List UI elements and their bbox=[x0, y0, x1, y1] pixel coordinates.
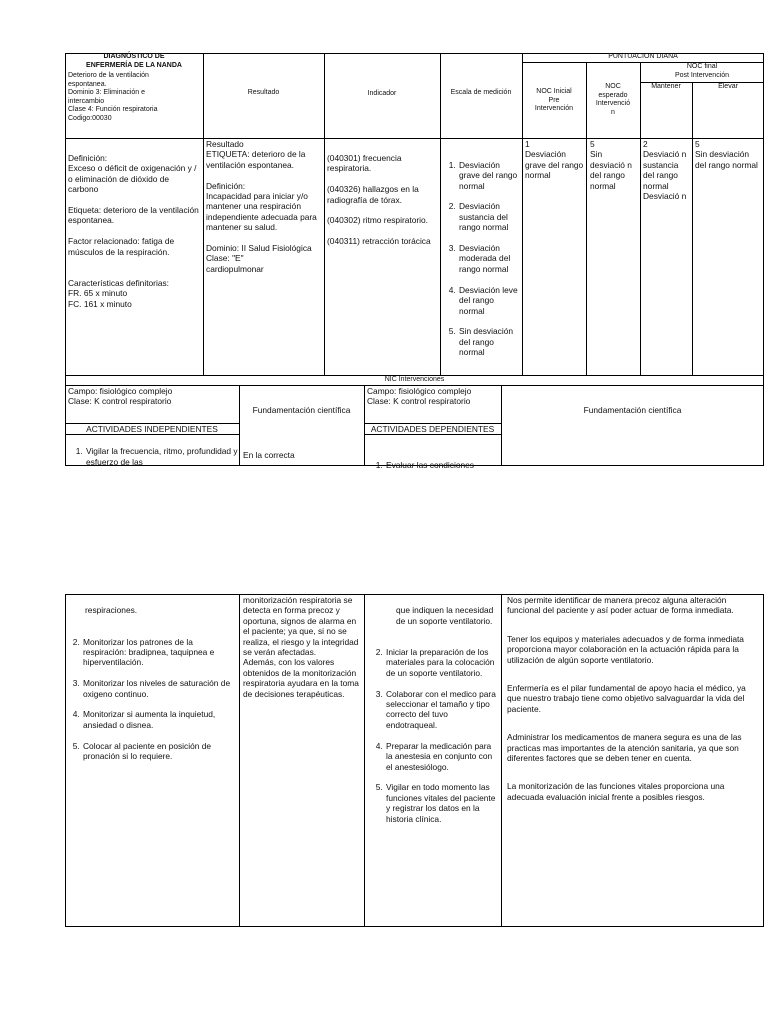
noc-esperado-header: NOC esperado Intervenció n bbox=[595, 83, 631, 116]
list-item: 5. Colocar al paciente en posición de pronación si lo requiere. bbox=[82, 741, 237, 762]
fundamentacion-text: monitorización respiratoria se detecta en forma precoz y oportuna, signos de alarma en el paciente; ya que, si no se realiza, el riesgo y la integridad se verán afectadas. Además, con los valores obtenidos de la monitorización respiratoria ayudara en la toma de decisiones terapéuticas. bbox=[243, 595, 359, 699]
nic-interventions-header: NIC Intervenciones bbox=[384, 376, 445, 383]
mantener-header: Mantener bbox=[651, 83, 681, 90]
dependent-activity-continued bbox=[368, 595, 500, 845]
fundamentacion-paragraph: Enfermería es el pilar fundamental de apoyo hacia el médico, ya que nuestro trabajo tiene como objetivo salvaguardar la vida del paciente. bbox=[507, 683, 746, 714]
dependent-activity-list bbox=[368, 450, 500, 481]
noc-inicial-header: NOC Inicial Pre Intervención bbox=[534, 88, 574, 112]
mantener-value: 2 Desviació n sustancia del rango normal Desviació n bbox=[643, 139, 687, 202]
campo-clase-independientes: Campo: fisiológico complejo Clase: K control respiratorio bbox=[68, 386, 173, 407]
indicadores-list: (040301) frecuencia respiratoria. (040326) hallazgos en la radiografía de tórax. (040302) ritmo respiratorio. (040311) retracción torácica bbox=[327, 153, 431, 247]
independent-activity-list bbox=[68, 436, 238, 478]
puntuacion-diana-header: PUNTUACION DIANA bbox=[608, 53, 678, 60]
list-item: 4. Monitorizar si aumenta la inquietud, ansiedad o disnea. bbox=[82, 709, 237, 730]
independent-activity-continued bbox=[85, 595, 237, 782]
elevar-value: 5 Sin desviación del rango normal bbox=[695, 139, 758, 170]
actividades-independientes-header: ACTIVIDADES INDEPENDIENTES bbox=[86, 424, 218, 434]
resultado-header: Resultado bbox=[247, 89, 280, 96]
list-item-continued: respiraciones. bbox=[85, 605, 138, 616]
noc-esperado-value: 5 Sin desviació n del rango normal bbox=[590, 139, 632, 191]
list-item: 2. Iniciar la preparación de los materiales para la colocación de un soporte ventilatorio. bbox=[385, 647, 500, 678]
list-item: 1. Vigilar la frecuencia, ritmo, profundidad y esfuerzo de las bbox=[85, 446, 238, 467]
escala-item: 5. Sin desviación del rango normal bbox=[458, 326, 521, 357]
fundamentacion-text-start: En la correcta bbox=[243, 450, 295, 460]
fundamentacion-paragraph: Administrar los medicamentos de manera segura es una de las practicas mas importantes de la atención sanitaria, ya que son diferentes factores que se deben tener en cuenta. bbox=[507, 732, 742, 764]
fundamentacion-dependientes bbox=[507, 595, 762, 809]
fundamentacion-paragraph: Tener los equipos y materiales adecuados y de forma inmediata proporciona mayor colaboración en la actuación rápida para la utilización de algún soporte ventilatorio. bbox=[507, 633, 744, 665]
list-item: 5. Vigilar en todo momento las funciones vitales del paciente y registrar los datos en la historia clínica. bbox=[385, 782, 500, 824]
list-item: 3. Monitorizar los niveles de saturación de oxigeno continuo. bbox=[82, 678, 237, 699]
list-item-continued: que indiquen la necesidad de un soporte ventilatorio. bbox=[396, 605, 494, 626]
fundamentacion-paragraph: La monitorización de las funciones vitales proporciona una adecuada evaluación inicial frente a posibles riesgos. bbox=[507, 781, 725, 802]
list-item: 4. Preparar la medicación para la anestesia en conjunto con el anestesiólogo. bbox=[385, 741, 500, 772]
fundamentacion-paragraph: Nos permite identificar de manera precoz alguna alteración funcional del paciente y así poder actuar de forma inmediata. bbox=[507, 595, 734, 616]
diagnosis-definition: Definición: Exceso o déficit de oxigenación y / o eliminación de dióxido de carbono Etiqueta: deterioro de la ventilación espontanea. Factor relacionado: fatiga de músculos de la respiración. Características definitorias: FR. 65 x minuto FC. 161 x minuto bbox=[68, 153, 199, 309]
elevar-header: Elevar bbox=[718, 83, 738, 90]
campo-clase-dependientes: Campo: fisiológico complejo Clase: K control respiratorio bbox=[367, 386, 472, 407]
escala-list bbox=[441, 139, 521, 378]
nanda-diagnosis-details: Deterioro de la ventilación espontanea. Dominio 3: Eliminación e intercambio Clase 4: Función respiratoria Codigo:00030 bbox=[68, 72, 158, 122]
list-item: 1. Evaluar las condiciones bbox=[385, 460, 500, 470]
fundamentacion-header-1: Fundamentación científica bbox=[252, 405, 351, 415]
escala-item: 2. Desviación sustancia del rango normal bbox=[458, 201, 521, 232]
list-item: 2. Monitorizar los patrones de la respiración: bradipnea, taquipnea e hiperventilación. bbox=[82, 637, 237, 668]
noc-inicial-value: 1 Desviación grave del rango normal bbox=[525, 139, 584, 181]
indicador-header: Indicador bbox=[367, 90, 397, 97]
list-item: 3. Colaborar con el medico para seleccionar el tamaño y tipo correcto del tuvo endotraqueal. bbox=[385, 689, 500, 731]
escala-item: 1. Desviación grave del rango normal bbox=[458, 160, 521, 191]
fundamentacion-header-2: Fundamentación científica bbox=[583, 405, 682, 415]
actividades-dependientes-header: ACTIVIDADES DEPENDIENTES bbox=[370, 424, 495, 434]
noc-final-header: NOC final Post Intervención bbox=[674, 63, 730, 79]
escala-item: 4. Desviación leve del rango normal bbox=[458, 285, 521, 316]
nanda-diagnosis-header: DIAGNÓSTICO DE ENFERMERÍA DE LA NANDA bbox=[86, 53, 182, 69]
escala-header: Escala de medición bbox=[450, 89, 512, 96]
escala-item: 3. Desviación moderada del rango normal bbox=[458, 243, 521, 274]
resultado-details: Resultado ETIQUETA: deterioro de la ventilación espontanea. Definición: Incapacidad para iniciar y/o mantener una respiración independiente adecuada para mantener su salud. Dominio: II Salud Fisiológica Clase: "E" cardiopulmonar bbox=[206, 139, 317, 274]
